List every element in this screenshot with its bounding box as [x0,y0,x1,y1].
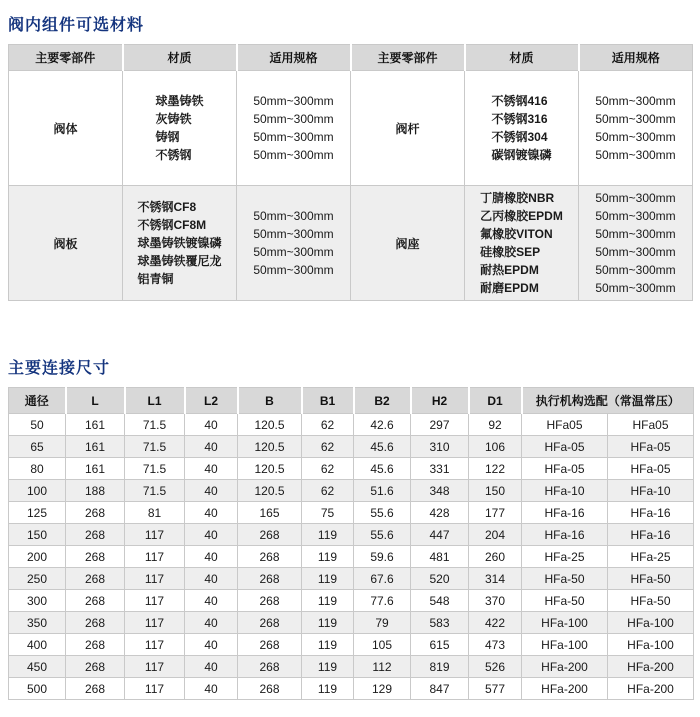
spec-line: 50mm~300mm [253,263,334,277]
materials-header-row [9,45,693,71]
dimension-value-cell: 268 [66,546,125,568]
dimension-value-cell: 268 [66,656,125,678]
materials-section-title: 阀内组件可选材料 [8,17,145,34]
part-name-cell: 阀座 [351,186,465,301]
dimension-value-cell: 62 [302,436,354,458]
dimension-value-cell: 120.5 [238,436,302,458]
dimension-value-cell: HFa-05 [522,458,608,480]
dimensions-row [9,656,694,678]
dimension-value-cell: 119 [302,546,354,568]
specs-cell [237,71,351,186]
dimensions-row [9,678,694,700]
spec-line: 50mm~300mm [595,227,676,241]
materials-column-header: 适用规格 [579,45,693,71]
spec-line: 50mm~300mm [595,263,676,277]
spec-line: 50mm~300mm [253,209,334,223]
dimension-value-cell: 50 [9,414,66,436]
dimension-value-cell: 350 [9,612,66,634]
dimension-value-cell: 80 [9,458,66,480]
spec-line: 50mm~300mm [253,148,334,162]
dimensions-row [9,458,694,480]
dimension-value-cell: 268 [238,546,302,568]
dimension-value-cell: HFa-200 [522,656,608,678]
specs-cell [579,71,693,186]
dimension-value-cell: 250 [9,568,66,590]
dimension-value-cell: 100 [9,480,66,502]
spec-line: 50mm~300mm [595,130,676,144]
dimension-value-cell: 268 [66,590,125,612]
specs-cell-lines [595,92,675,164]
dimensions-row [9,634,694,656]
dimension-value-cell: 165 [238,502,302,524]
material-line: 不锈钢CF8M [137,218,207,232]
dimension-value-cell: 260 [469,546,522,568]
dimension-value-cell: HFa-10 [522,480,608,502]
dimensions-column-header: B1 [302,388,354,414]
spec-line: 50mm~300mm [595,245,676,259]
dimensions-column-header: D1 [469,388,522,414]
material-line: 球墨铸铁 [155,94,204,108]
dimension-value-cell: 106 [469,436,522,458]
dimension-value-cell: 188 [66,480,125,502]
dimension-value-cell: 520 [411,568,469,590]
dimension-value-cell: 847 [411,678,469,700]
dimension-value-cell: HFa-25 [522,546,608,568]
material-line: 丁腈橡胶NBR [480,191,555,205]
dimension-value-cell: 331 [411,458,469,480]
dimension-value-cell: 268 [238,524,302,546]
dimension-value-cell: 71.5 [125,436,185,458]
dimension-value-cell: 55.6 [354,502,411,524]
dimensions-table-header [9,388,694,414]
dimension-value-cell: HFa-100 [608,634,694,656]
dimensions-column-header: L1 [125,388,185,414]
dimension-value-cell: HFa-50 [522,568,608,590]
specs-cell-lines [253,92,333,164]
dimension-value-cell: 40 [185,634,238,656]
spec-line: 50mm~300mm [595,148,676,162]
dimension-value-cell: 40 [185,656,238,678]
dimension-value-cell: 45.6 [354,458,411,480]
dimension-value-cell: 71.5 [125,458,185,480]
dimension-value-cell: 129 [354,678,411,700]
dimension-value-cell: 51.6 [354,480,411,502]
dimension-value-cell: 79 [354,612,411,634]
dimensions-column-header: L2 [185,388,238,414]
dimension-value-cell: HFa05 [522,414,608,436]
dimension-value-cell: 40 [185,436,238,458]
material-line: 硅橡胶SEP [480,245,541,259]
materials-cell [465,71,579,186]
dimensions-column-header: B2 [354,388,411,414]
dimension-value-cell: HFa-10 [608,480,694,502]
dimension-value-cell: HFa-200 [522,678,608,700]
material-line: 不锈钢 [155,148,192,162]
dimension-value-cell: 117 [125,612,185,634]
dimension-value-cell: 268 [238,656,302,678]
dimension-value-cell: 40 [185,546,238,568]
dimension-value-cell: 40 [185,568,238,590]
dimensions-column-header: 执行机构选配（常温常压） [522,388,694,414]
dimensions-row [9,436,694,458]
dimension-value-cell: 92 [469,414,522,436]
specs-cell-lines [595,189,675,297]
dimensions-row [9,568,694,590]
dimension-value-cell: 119 [302,634,354,656]
part-name-cell: 阀板 [9,186,123,301]
dimension-value-cell: HFa-200 [608,656,694,678]
materials-table [8,44,693,301]
material-line: 球墨铸铁覆尼龙 [137,254,222,268]
dimension-value-cell: 117 [125,590,185,612]
dimension-value-cell: 122 [469,458,522,480]
material-line: 耐热EPDM [480,263,539,277]
materials-column-header: 主要零部件 [9,45,123,71]
material-line: 不锈钢304 [491,130,548,144]
materials-cell-lines [480,189,563,297]
dimension-value-cell: 473 [469,634,522,656]
dimension-value-cell: HFa-50 [608,590,694,612]
dimensions-column-header: B [238,388,302,414]
dimension-value-cell: 161 [66,414,125,436]
dimensions-row [9,480,694,502]
spec-line: 50mm~300mm [253,112,334,126]
dimension-value-cell: 40 [185,524,238,546]
dimension-value-cell: 268 [238,612,302,634]
dimension-value-cell: 67.6 [354,568,411,590]
dimension-value-cell: 447 [411,524,469,546]
dimension-value-cell: 120.5 [238,480,302,502]
dimension-value-cell: 450 [9,656,66,678]
dimension-value-cell: 300 [9,590,66,612]
material-line: 不锈钢316 [491,112,548,126]
dimension-value-cell: 268 [66,502,125,524]
dimension-value-cell: 119 [302,590,354,612]
part-name-cell: 阀体 [9,71,123,186]
dimension-value-cell: 481 [411,546,469,568]
material-line: 氟橡胶VITON [480,227,553,241]
dimensions-column-header: 通径 [9,388,66,414]
materials-cell-lines [137,198,221,288]
dimension-value-cell: 422 [469,612,522,634]
dimensions-row [9,546,694,568]
dimension-value-cell: 119 [302,678,354,700]
dimension-value-cell: HFa-16 [522,524,608,546]
materials-cell [123,186,237,301]
dimension-value-cell: 62 [302,414,354,436]
dimension-value-cell: 370 [469,590,522,612]
materials-cell-lines [491,92,551,164]
dimension-value-cell: 200 [9,546,66,568]
spec-line: 50mm~300mm [253,245,334,259]
dimension-value-cell: 40 [185,590,238,612]
dimension-value-cell: 819 [411,656,469,678]
dimension-value-cell: 268 [66,612,125,634]
dimension-value-cell: 117 [125,524,185,546]
dimensions-table-body [9,414,694,700]
dimensions-row [9,590,694,612]
dimension-value-cell: 150 [9,524,66,546]
dimension-value-cell: 297 [411,414,469,436]
dimension-value-cell: 177 [469,502,522,524]
dimension-value-cell: 500 [9,678,66,700]
dimension-value-cell: 117 [125,546,185,568]
dimension-value-cell: HFa-16 [608,524,694,546]
dimension-value-cell: 577 [469,678,522,700]
dimension-value-cell: HFa-05 [608,458,694,480]
spec-line: 50mm~300mm [595,209,676,223]
dimension-value-cell: HFa-100 [608,612,694,634]
material-line: 碳钢镀镍磷 [491,148,552,162]
dimension-value-cell: 119 [302,656,354,678]
dimension-value-cell: 42.6 [354,414,411,436]
dimension-value-cell: 119 [302,568,354,590]
dimensions-row [9,414,694,436]
dimension-value-cell: 65 [9,436,66,458]
materials-row [9,186,693,301]
dimension-value-cell: 120.5 [238,458,302,480]
dimension-value-cell: 40 [185,502,238,524]
dimension-value-cell: 117 [125,678,185,700]
dimension-value-cell: 55.6 [354,524,411,546]
dimensions-row [9,612,694,634]
dimension-value-cell: 105 [354,634,411,656]
dimension-value-cell: 526 [469,656,522,678]
materials-table-header [9,45,693,71]
dimension-value-cell: 268 [238,678,302,700]
dimension-value-cell: 117 [125,634,185,656]
dimension-value-cell: 615 [411,634,469,656]
dimensions-column-header: H2 [411,388,469,414]
dimension-value-cell: 120.5 [238,414,302,436]
materials-column-header: 材质 [465,45,579,71]
dimension-value-cell: 310 [411,436,469,458]
dimension-value-cell: 161 [66,436,125,458]
spec-line: 50mm~300mm [595,112,676,126]
materials-column-header: 适用规格 [237,45,351,71]
dimension-value-cell: 268 [238,590,302,612]
dimension-value-cell: 204 [469,524,522,546]
dimension-value-cell: HFa-50 [522,590,608,612]
dimension-value-cell: 40 [185,612,238,634]
dimension-value-cell: 428 [411,502,469,524]
dimension-value-cell: 40 [185,480,238,502]
dimension-value-cell: 400 [9,634,66,656]
dimension-value-cell: 62 [302,458,354,480]
dimension-value-cell: 119 [302,524,354,546]
materials-table-body [9,71,693,301]
dimension-value-cell: 161 [66,458,125,480]
dimension-value-cell: 119 [302,612,354,634]
part-name-cell: 阀杆 [351,71,465,186]
dimension-value-cell: 150 [469,480,522,502]
dimension-value-cell: HFa-50 [608,568,694,590]
dimension-value-cell: 45.6 [354,436,411,458]
material-line: 不锈钢CF8 [137,200,197,214]
dimension-value-cell: 71.5 [125,414,185,436]
dimension-value-cell: 71.5 [125,480,185,502]
dimension-value-cell: 125 [9,502,66,524]
dimension-value-cell: HFa-05 [608,436,694,458]
dimension-value-cell: 117 [125,656,185,678]
material-line: 铸钢 [155,130,180,144]
dimensions-table [8,387,694,700]
specs-cell-lines [253,207,333,279]
dimension-value-cell: 268 [238,634,302,656]
spec-line: 50mm~300mm [253,227,334,241]
dimension-value-cell: HFa-100 [522,612,608,634]
dimension-value-cell: 117 [125,568,185,590]
dimension-value-cell: 268 [238,568,302,590]
materials-cell [465,186,579,301]
dimension-value-cell: 75 [302,502,354,524]
dimension-value-cell: 40 [185,414,238,436]
materials-cell-lines [155,92,203,164]
specs-cell [579,186,693,301]
dimension-value-cell: HFa-100 [522,634,608,656]
material-line: 球墨铸铁镀镍磷 [137,236,222,250]
material-line: 铝青铜 [137,272,174,286]
dimensions-column-header: L [66,388,125,414]
section-gap [8,301,692,349]
dimension-value-cell: 268 [66,524,125,546]
dimension-value-cell: 62 [302,480,354,502]
dimension-value-cell: 77.6 [354,590,411,612]
dimension-value-cell: 59.6 [354,546,411,568]
dimension-value-cell: HFa05 [608,414,694,436]
spec-line: 50mm~300mm [253,94,334,108]
dimension-value-cell: HFa-16 [608,502,694,524]
spec-line: 50mm~300mm [595,191,676,205]
dimension-value-cell: HFa-16 [522,502,608,524]
dimension-value-cell: 348 [411,480,469,502]
dimension-value-cell: HFa-25 [608,546,694,568]
dimension-value-cell: 314 [469,568,522,590]
material-line: 不锈钢416 [491,94,548,108]
dimension-value-cell: HFa-200 [608,678,694,700]
materials-column-header: 主要零部件 [351,45,465,71]
dimension-value-cell: 40 [185,678,238,700]
dimension-value-cell: 268 [66,568,125,590]
dimensions-header-row [9,388,694,414]
dimensions-section-title: 主要连接尺寸 [8,360,111,377]
spec-line: 50mm~300mm [595,281,676,295]
dimension-value-cell: 268 [66,678,125,700]
dimension-value-cell: 548 [411,590,469,612]
dimension-value-cell: HFa-05 [522,436,608,458]
material-line: 耐磨EPDM [480,281,539,295]
material-line: 灰铸铁 [155,112,192,126]
dimensions-row [9,524,694,546]
materials-cell [123,71,237,186]
spec-line: 50mm~300mm [595,94,676,108]
dimension-value-cell: 112 [354,656,411,678]
dimension-value-cell: 268 [66,634,125,656]
materials-row [9,71,693,186]
dimension-value-cell: 583 [411,612,469,634]
dimension-value-cell: 81 [125,502,185,524]
spec-line: 50mm~300mm [253,130,334,144]
material-line: 乙丙橡胶EPDM [480,209,563,223]
materials-column-header: 材质 [123,45,237,71]
specs-cell [237,186,351,301]
dimensions-row [9,502,694,524]
dimension-value-cell: 40 [185,458,238,480]
